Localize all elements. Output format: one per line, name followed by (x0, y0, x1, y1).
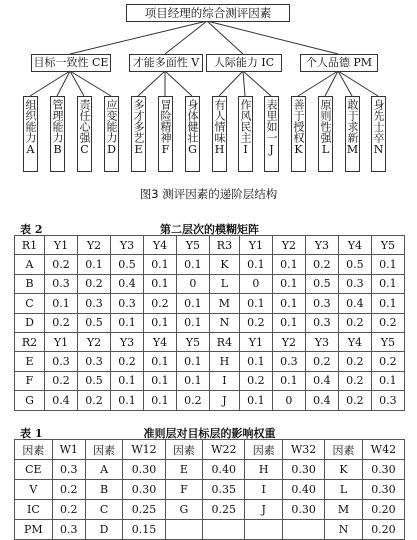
table-cell: 0.1 (143, 371, 176, 390)
table-cell: F (165, 480, 203, 500)
table-cell: H (209, 352, 239, 371)
table-cell: 0.4 (338, 294, 371, 313)
table-header-cell: Y1 (239, 236, 272, 255)
table-header-row (15, 440, 405, 460)
table-cell: G (15, 391, 45, 410)
table-row (15, 294, 405, 313)
table-cell: 0.1 (143, 352, 176, 371)
table-cell: I (245, 480, 283, 500)
table-cell: K (325, 460, 363, 480)
table-header-cell: 因素 (85, 440, 123, 460)
table-cell: A (85, 460, 123, 480)
table1-number: 表 1 (20, 427, 43, 440)
table-cell: A (15, 255, 45, 274)
table-cell: 0.2 (371, 352, 404, 371)
table-header-cell: Y4 (143, 332, 176, 351)
table-cell: 0.5 (110, 255, 143, 274)
table-cell: 0.1 (45, 294, 78, 313)
table-cell: 0.1 (176, 313, 209, 332)
table-cell: B (15, 274, 45, 293)
table-cell: 0.2 (305, 255, 338, 274)
table-cell: 0 (272, 391, 305, 410)
table-cell: 0.2 (77, 391, 110, 410)
table-cell: 0.2 (143, 294, 176, 313)
table-cell: 0.1 (272, 371, 305, 390)
table-cell: 0.1 (371, 274, 404, 293)
table-cell: 0.1 (143, 313, 176, 332)
table-row (15, 520, 405, 540)
table-cell: 0.2 (45, 371, 78, 390)
table-cell: 0.1 (77, 255, 110, 274)
table-cell: N (209, 313, 239, 332)
table-row (15, 371, 405, 390)
table-cell: 0.5 (77, 313, 110, 332)
table-header-cell: Y3 (305, 332, 338, 351)
table-cell: 0.3 (272, 352, 305, 371)
table-cell: 0.3 (52, 460, 85, 480)
table-cell: D (85, 520, 123, 540)
table-cell: 0.2 (110, 352, 143, 371)
table-cell: 0.2 (338, 391, 371, 410)
table-header-cell: Y2 (77, 236, 110, 255)
table-cell: 0.3 (45, 352, 78, 371)
table-cell (245, 520, 283, 540)
table-header-cell: Y3 (110, 332, 143, 351)
table-cell: L (325, 480, 363, 500)
table-cell: 0.1 (272, 313, 305, 332)
table-cell: IC (15, 500, 53, 520)
table-cell: 0.15 (123, 520, 165, 540)
leaf-node: 表里如一J (264, 96, 279, 172)
table-cell: 0.3 (110, 294, 143, 313)
table-cell: 0.4 (110, 274, 143, 293)
table-cell: 0.4 (305, 371, 338, 390)
table-header-cell: Y1 (45, 236, 78, 255)
table2-heading (14, 220, 405, 235)
table-header-cell: W42 (362, 440, 404, 460)
criterion-node-ic: 人际能力 IC (206, 54, 282, 72)
table-header-cell: W1 (52, 440, 85, 460)
table-header-cell: Y1 (239, 332, 272, 351)
table-cell: 0.35 (203, 480, 245, 500)
table-cell: 0.1 (239, 391, 272, 410)
table-cell: 0.2 (239, 313, 272, 332)
table-cell: 0.2 (52, 500, 85, 520)
table-cell: 0.2 (371, 313, 404, 332)
table-header-row (15, 236, 405, 255)
table-header-cell: 因素 (245, 440, 283, 460)
table-cell: 0.1 (272, 274, 305, 293)
table-cell: 0.3 (45, 274, 78, 293)
table-cell: 0 (176, 274, 209, 293)
table-cell (165, 520, 203, 540)
table-row (15, 480, 405, 500)
leaf-node: 有人情味H (212, 96, 227, 172)
table-cell: 0.20 (362, 500, 404, 520)
table-cell: 0.5 (338, 255, 371, 274)
table1-heading (14, 424, 405, 439)
table-cell: E (165, 460, 203, 480)
table-cell: I (209, 371, 239, 390)
table-cell: J (245, 500, 283, 520)
table-cell: E (15, 352, 45, 371)
table-cell: 0.1 (110, 391, 143, 410)
table-row (15, 460, 405, 480)
table-cell: G (165, 500, 203, 520)
table-cell: 0.2 (52, 480, 85, 500)
table2-panel (14, 220, 405, 411)
table-cell: 0.3 (52, 520, 85, 540)
table-cell: 0.1 (239, 255, 272, 274)
hierarchy-diagram (0, 0, 417, 182)
table-header-cell: 因素 (15, 440, 53, 460)
table-header-cell: Y4 (143, 236, 176, 255)
table-cell: B (85, 480, 123, 500)
table-cell: 0.2 (176, 391, 209, 410)
figure-caption: 图3 测评因素的递阶层结构 (139, 187, 278, 201)
table-header-cell: Y3 (110, 236, 143, 255)
table-cell: 0.3 (371, 391, 404, 410)
table-cell: 0.1 (110, 313, 143, 332)
table-header-cell: W22 (203, 440, 245, 460)
table1-title: 准则层对目标层的影响权重 (143, 427, 276, 440)
table-cell: 0.2 (239, 371, 272, 390)
table-cell: 0.1 (176, 294, 209, 313)
table-cell: C (85, 500, 123, 520)
table-cell: 0.30 (362, 480, 404, 500)
table-cell: C (15, 294, 45, 313)
root-node: 项目经理的综合测评因素 (126, 4, 290, 22)
table-cell: 0.30 (283, 500, 325, 520)
table-cell: 0.1 (239, 352, 272, 371)
table-cell: 0 (239, 274, 272, 293)
table-row (15, 391, 405, 410)
table-cell: 0.3 (305, 294, 338, 313)
table-cell: 0.30 (362, 460, 404, 480)
table-header-cell: Y4 (338, 332, 371, 351)
table-header-cell: Y5 (371, 236, 404, 255)
table-cell: 0.4 (305, 391, 338, 410)
leaf-node: 身体健壮G (185, 96, 200, 172)
table-cell: 0.30 (283, 460, 325, 480)
table-cell: M (209, 294, 239, 313)
table-cell: L (209, 274, 239, 293)
table-cell: 0.1 (371, 371, 404, 390)
table-cell: D (15, 313, 45, 332)
criterion-node-v: 才能多面性 V (129, 54, 203, 72)
table-cell: 0.40 (283, 480, 325, 500)
table-cell: 0.1 (176, 352, 209, 371)
table-header-cell: Y5 (371, 332, 404, 351)
leaf-node: 冒险精神F (158, 96, 173, 172)
table-cell: CE (15, 460, 53, 480)
table-cell: 0.1 (143, 274, 176, 293)
table2-number: 表 2 (20, 223, 43, 236)
table-cell: 0.1 (143, 391, 176, 410)
table-cell: J (209, 391, 239, 410)
table-cell: 0.1 (272, 255, 305, 274)
table-cell: 0.20 (362, 520, 404, 540)
table-cell: 0.1 (176, 371, 209, 390)
table-header-cell: W32 (283, 440, 325, 460)
table-header-cell: Y2 (272, 236, 305, 255)
table-cell: 0.2 (45, 313, 78, 332)
table-cell: 0.25 (123, 500, 165, 520)
table-cell: 0.3 (77, 352, 110, 371)
table-row (15, 352, 405, 371)
table-cell: 0.25 (203, 500, 245, 520)
table-cell: M (325, 500, 363, 520)
leaf-node: 多才多艺E (131, 96, 146, 172)
criterion-node-pm: 个人品德 PM (300, 54, 378, 72)
leaf-node: 责任心强C (77, 96, 92, 172)
leaf-node: 作风民主I (238, 96, 253, 172)
table1-panel (14, 424, 405, 540)
table-header-cell: R2 (15, 332, 45, 351)
table-cell: 0.1 (110, 371, 143, 390)
table-cell: 0.1 (371, 294, 404, 313)
table-header-cell: Y3 (305, 236, 338, 255)
criterion-node-ce: 目标一致性 CE (31, 54, 111, 72)
table-cell: 0.30 (123, 460, 165, 480)
table-header-cell: R4 (209, 332, 239, 351)
table-cell: 0.2 (338, 352, 371, 371)
leaf-node: 身先士卒N (371, 96, 386, 172)
table-header-cell: R3 (209, 236, 239, 255)
table-cell: 0.1 (272, 294, 305, 313)
table-cell (283, 520, 325, 540)
table-cell: 0.3 (77, 294, 110, 313)
leaf-node: 原则性强L (318, 96, 333, 172)
table-cell: N (325, 520, 363, 540)
table-row (15, 274, 405, 293)
table-cell: 0.2 (338, 371, 371, 390)
table-cell: 0.1 (239, 294, 272, 313)
table-cell: 0.2 (338, 313, 371, 332)
leaf-node: 应变能力D (104, 96, 119, 172)
leaf-node: 敢于求新M (345, 96, 360, 172)
table-cell: 0.40 (203, 460, 245, 480)
table-header-row (15, 332, 405, 351)
table-cell: 0.5 (305, 274, 338, 293)
table-header-cell: Y5 (176, 236, 209, 255)
leaf-node: 组织能力A (23, 96, 38, 172)
table-cell (203, 520, 245, 540)
table-header-cell: Y5 (176, 332, 209, 351)
table-cell: 0.30 (123, 480, 165, 500)
weights-table (14, 439, 405, 540)
table-row (15, 255, 405, 274)
table-cell: V (15, 480, 53, 500)
table-cell: H (245, 460, 283, 480)
table-header-cell: Y4 (338, 236, 371, 255)
table-cell: 0.4 (45, 391, 78, 410)
table2-title: 第二层次的模糊矩阵 (160, 223, 259, 236)
table-cell: F (15, 371, 45, 390)
table-cell: 0.1 (143, 255, 176, 274)
table-cell: PM (15, 520, 53, 540)
table-cell: 0.2 (305, 352, 338, 371)
table-header-cell: R1 (15, 236, 45, 255)
table-cell: 0.3 (305, 313, 338, 332)
table-header-cell: Y2 (77, 332, 110, 351)
table-cell: K (209, 255, 239, 274)
leaf-node: 善于授权K (291, 96, 306, 172)
table-cell: 0.5 (77, 371, 110, 390)
table-cell: 0.3 (338, 274, 371, 293)
table-header-cell: Y2 (272, 332, 305, 351)
leaf-node: 管理能力B (50, 96, 65, 172)
table-cell: 0.1 (176, 255, 209, 274)
table-header-cell: W12 (123, 440, 165, 460)
fuzzy-matrix-table (14, 235, 405, 411)
table-cell: 0.1 (371, 255, 404, 274)
table-header-cell: 因素 (325, 440, 363, 460)
table-cell: 0.2 (45, 255, 78, 274)
table-header-cell: Y1 (45, 332, 78, 351)
table-cell: 0.2 (77, 274, 110, 293)
table-header-cell: 因素 (165, 440, 203, 460)
table-row (15, 313, 405, 332)
table-row (15, 500, 405, 520)
